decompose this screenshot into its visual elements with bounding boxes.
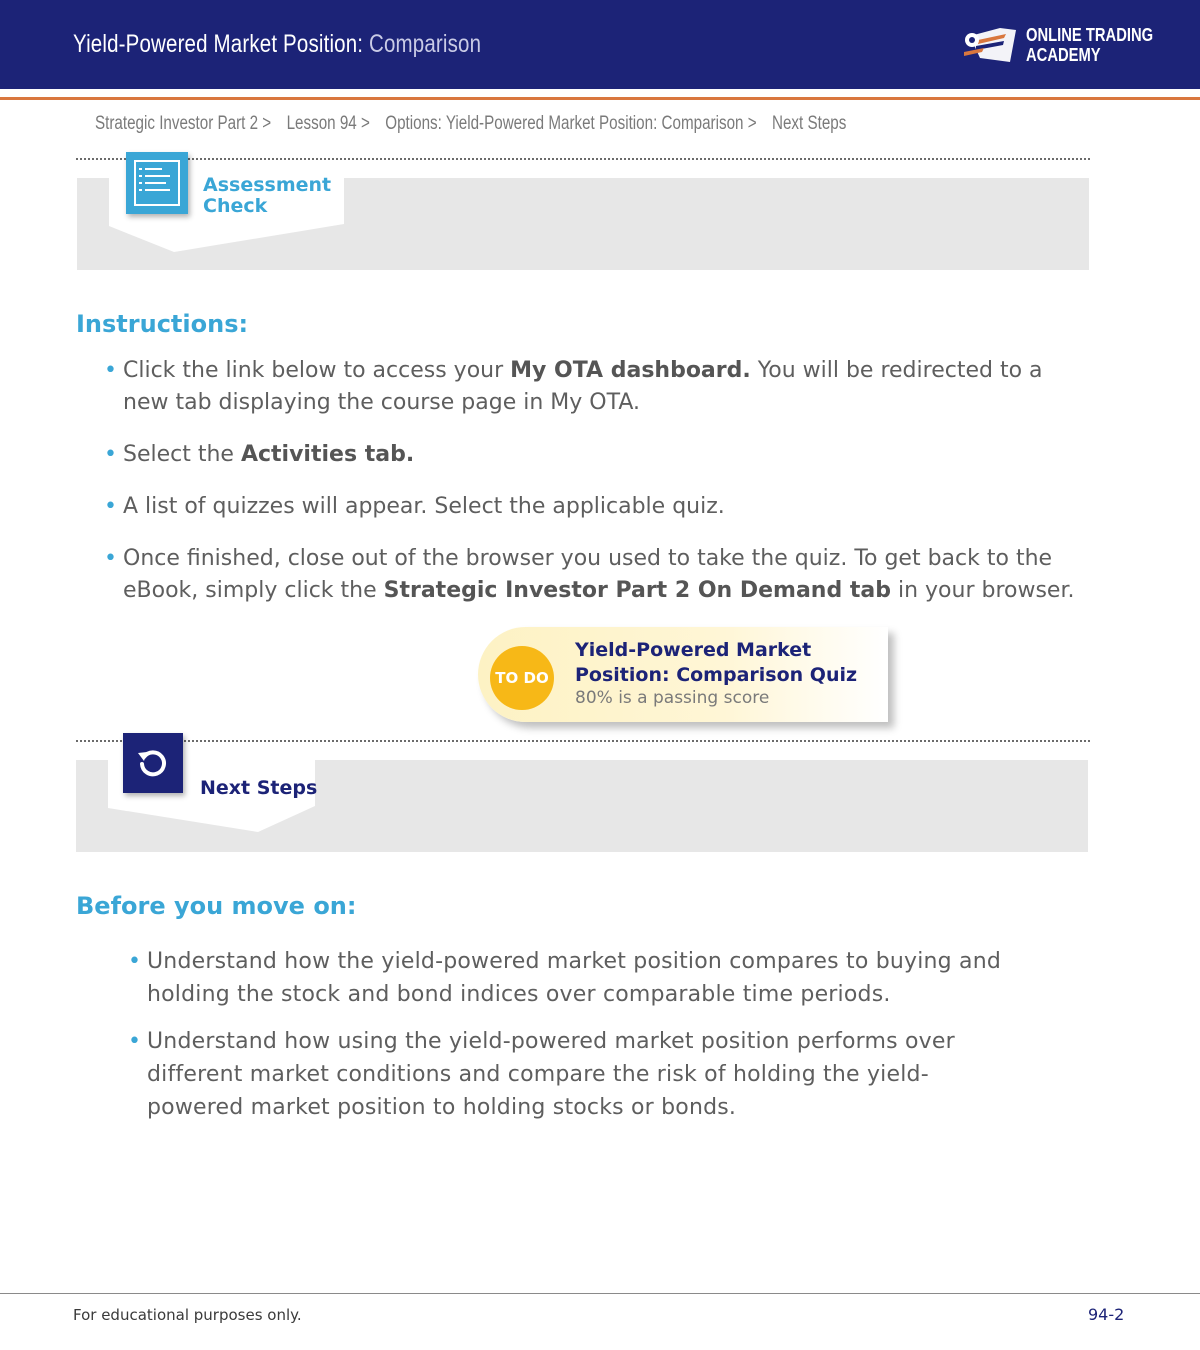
list-item: [128, 945, 1082, 1011]
list-item: [104, 543, 1083, 607]
breadcrumb: [95, 113, 858, 135]
header-accent-line: [0, 97, 1200, 100]
instructions-heading: Instructions:: [76, 310, 249, 338]
page-title-main: Yield-Powered Market Position:: [73, 30, 370, 58]
bullet-text: Understand how using the yield-powered market position performs over different market conditions and compare the risk of holding the yield-powered market position to holding stocks or bonds.: [147, 1029, 955, 1120]
breadcrumb-item[interactable]: Lesson 94 >: [286, 113, 370, 134]
list-item: [104, 491, 1083, 523]
quiz-title-link[interactable]: Yield-Powered Market Position: Comparison Quiz: [575, 639, 858, 686]
bullet-text: Once finished, close out of the browser you used to take the quiz. To get back to the eBook, simply click the: [123, 546, 1053, 603]
section-divider: [76, 740, 1090, 742]
bullet-text: Understand how the yield-powered market position compares to buying and holding the stock and bond indices over comparable time periods.: [147, 949, 1002, 1007]
bullet-text: A list of quizzes will appear. Select the applicable quiz.: [123, 494, 725, 519]
bullet-icon: •: [104, 494, 117, 519]
breadcrumb-item[interactable]: Options: Yield-Powered Market Position: Comparison >: [385, 113, 757, 134]
checklist-icon: [126, 152, 188, 214]
next-steps-list: [128, 945, 1082, 1124]
bullet-bold-text: Activities tab.: [240, 442, 415, 467]
page-title: [73, 30, 481, 59]
bullet-icon: •: [104, 546, 117, 571]
instructions-list: [104, 355, 1083, 607]
list-item: [104, 355, 1083, 419]
page-title-sub: Comparison: [369, 30, 482, 58]
bullet-icon: •: [128, 949, 142, 974]
refresh-icon: [123, 733, 183, 793]
next-steps-label: Next Steps: [200, 777, 318, 799]
assessment-label-line-2: Check: [203, 195, 268, 217]
quiz-passing-score: 80% is a passing score: [575, 688, 770, 708]
bullet-icon: •: [104, 358, 117, 383]
bullet-text: You will be redirected to a new tab displaying the course page in My OTA.: [123, 358, 1043, 415]
footer-divider: [0, 1293, 1200, 1294]
breadcrumb-item[interactable]: Next Steps: [772, 113, 847, 134]
bullet-bold-text[interactable]: My OTA dashboard.: [510, 358, 751, 383]
bullet-text: in your browser.: [890, 578, 1075, 603]
academy-logo-text: [1026, 25, 1153, 65]
logo-line-2: ACADEMY: [1026, 45, 1101, 65]
bullet-text: Click the link below to access your: [123, 358, 511, 383]
before-move-on-heading: Before you move on:: [76, 892, 357, 920]
footer-disclaimer: For educational purposes only.: [73, 1306, 302, 1324]
bullet-text: Select the: [123, 442, 241, 467]
assessment-label: [203, 175, 331, 217]
bullet-icon: •: [128, 1029, 142, 1054]
breadcrumb-item[interactable]: Strategic Investor Part 2 >: [95, 113, 272, 134]
list-item: [128, 1025, 1082, 1124]
list-item: [104, 439, 1083, 471]
bullet-bold-text: Strategic Investor Part 2 On Demand tab: [383, 578, 891, 603]
page-number: 94-2: [1088, 1305, 1125, 1324]
section-divider: [76, 158, 1090, 160]
bullet-icon: •: [104, 442, 117, 467]
assessment-label-line-1: Assessment: [203, 174, 332, 196]
logo-line-1: ONLINE TRADING: [1026, 25, 1154, 45]
todo-badge[interactable]: TO DO: [490, 646, 554, 710]
